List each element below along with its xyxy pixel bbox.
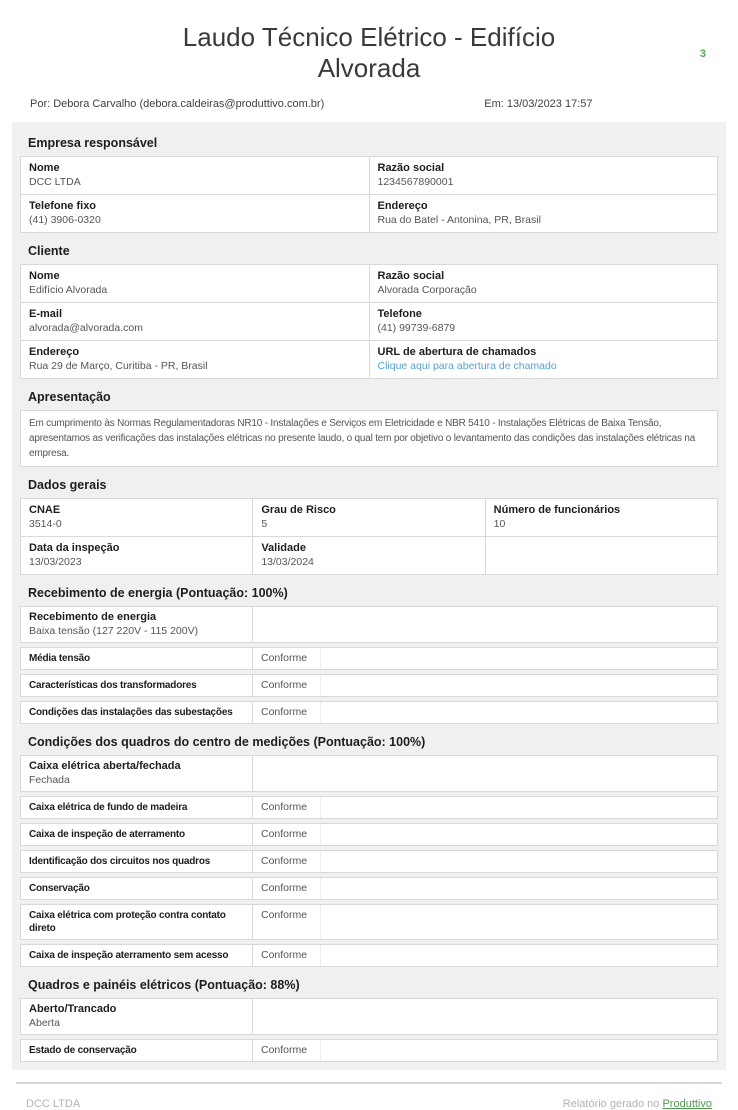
section-title: Condições dos quadros do centro de medições (Pontuação: 100%): [28, 735, 426, 750]
check-status: Conforme: [253, 824, 321, 845]
check-empty-cell: [321, 824, 717, 845]
field-grau-de-risco: [253, 499, 485, 537]
field-cliente-url-chamados: [370, 341, 719, 379]
field-value: 10: [493, 518, 506, 531]
check-caixa-fundo-madeira: [20, 796, 718, 819]
field-cnae: [21, 499, 253, 537]
field-label: Razão social: [377, 162, 445, 175]
field-label: Telefone: [377, 308, 422, 321]
check-status: Conforme: [253, 797, 321, 818]
check-estado-conservacao: [20, 1039, 718, 1062]
question-answer: Fechada: [29, 774, 70, 787]
field-value: DCC LTDA: [29, 176, 81, 189]
section-title: Empresa responsável: [28, 136, 158, 151]
question-cell: [21, 607, 253, 642]
check-status: Conforme: [253, 1040, 321, 1061]
section-dados-gerais: [20, 472, 718, 575]
field-empresa-razao-social: [370, 157, 719, 195]
check-status: Conforme: [253, 945, 321, 966]
question-answer: Aberta: [29, 1017, 60, 1030]
produttivo-link[interactable]: Produttivo: [662, 1098, 712, 1110]
check-status: Conforme: [253, 702, 321, 723]
check-conservacao: [20, 877, 718, 900]
check-label: Características dos transformadores: [21, 675, 253, 696]
field-label: Razão social: [377, 270, 445, 283]
field-empresa-nome: [21, 157, 370, 195]
field-cliente-email: [21, 303, 370, 341]
field-value: Edifício Alvorada: [29, 284, 108, 297]
check-status: Conforme: [253, 878, 321, 899]
field-empresa-telefone-fixo: [21, 195, 370, 233]
check-condicoes-subestacoes: [20, 701, 718, 724]
question-caixa-eletrica-aberta-fechada: [20, 755, 718, 792]
section-apresentacao: [20, 384, 718, 467]
check-label: Identificação dos circuitos nos quadros: [21, 851, 253, 872]
open-ticket-link[interactable]: Clique aqui para abertura de chamado: [377, 360, 557, 373]
check-empty-cell: [321, 945, 717, 966]
check-status: Conforme: [253, 648, 321, 669]
check-empty-cell: [321, 797, 717, 818]
section-title: Dados gerais: [28, 478, 107, 493]
field-label: Nome: [29, 270, 60, 283]
check-label: Conservação: [21, 878, 253, 899]
check-label: Estado de conservação: [21, 1040, 253, 1061]
section-cliente: [20, 238, 718, 379]
question-recebimento-energia: [20, 606, 718, 643]
check-identificacao-circuitos: [20, 850, 718, 873]
field-cliente-endereco: [21, 341, 370, 379]
question-empty-cell: [253, 607, 717, 642]
check-empty-cell: [321, 1040, 717, 1061]
check-label: Caixa elétrica de fundo de madeira: [21, 797, 253, 818]
apresentacao-text: Em cumprimento às Normas Regulamentadoras NR10 - Instalações e Serviços em Eletricidade e NBR 5410 - Instalações Elétricas de Baixa Tensão, apresentamos as verificações das instalações elétricas no presente laudo, o qual tem por objetivo o levantamento das condições das instalações elétricas na empresa.: [20, 410, 718, 467]
field-value: Rua 29 de Março, Curitiba - PR, Brasil: [29, 360, 208, 373]
check-status: Conforme: [253, 675, 321, 696]
check-label: Média tensão: [21, 648, 253, 669]
section-recebimento-energia: [20, 580, 718, 724]
field-numero-funcionarios: [486, 499, 718, 537]
field-label: Telefone fixo: [29, 200, 97, 213]
section-title: Quadros e painéis elétricos (Pontuação: 88%): [28, 978, 300, 993]
field-value: (41) 3906-0320: [29, 214, 101, 227]
dados-gerais-fields: [20, 498, 718, 575]
field-value: 3514-0: [29, 518, 62, 531]
report-author: Por: Debora Carvalho (debora.caldeiras@produttivo.com.br): [30, 98, 325, 111]
check-media-tensao: [20, 647, 718, 670]
field-value: (41) 99739-6879: [377, 322, 456, 335]
section-condicoes-quadros-medicoes: [20, 729, 718, 967]
question-answer: Baixa tensão (127 220V - 115 200V): [29, 625, 199, 638]
field-value: 13/03/2024: [261, 556, 314, 569]
field-label: Número de funcionários: [493, 504, 621, 517]
check-label: Condições das instalações das subestações: [21, 702, 253, 723]
field-value: 5: [261, 518, 268, 531]
report-meta: [0, 98, 738, 110]
question-aberto-trancado: [20, 998, 718, 1035]
check-empty-cell: [321, 905, 717, 939]
field-label: Validade: [261, 542, 306, 555]
field-label: Nome: [29, 162, 60, 175]
check-label: Caixa de inspeção de aterramento: [21, 824, 253, 845]
field-label: Endereço: [29, 346, 80, 359]
section-title: Apresentação: [28, 390, 111, 405]
report-page: [0, 22, 738, 1110]
field-label: Data da inspeção: [29, 542, 120, 555]
check-aterramento-sem-acesso: [20, 944, 718, 967]
question-label: Aberto/Trancado: [29, 1003, 117, 1016]
question-cell: [21, 756, 253, 791]
field-cliente-razao-social: [370, 265, 719, 303]
page-title: Laudo Técnico Elétrico - Edifício Alvorada: [182, 22, 556, 84]
check-empty-cell: [321, 878, 717, 899]
field-label: URL de abertura de chamados: [377, 346, 537, 359]
field-cliente-nome: [21, 265, 370, 303]
field-value: Alvorada Corporação: [377, 284, 477, 297]
check-empty-cell: [321, 851, 717, 872]
footer-generated-text: Relatório gerado no: [562, 1098, 663, 1110]
check-caixa-inspecao-aterramento: [20, 823, 718, 846]
empresa-fields: [20, 156, 718, 233]
page-number: 3: [699, 48, 706, 60]
check-status: Conforme: [253, 851, 321, 872]
report-datetime: Em: 13/03/2023 17:57: [484, 98, 593, 111]
field-label: Grau de Risco: [261, 504, 336, 517]
question-empty-cell: [253, 999, 717, 1034]
question-label: Recebimento de energia: [29, 611, 157, 624]
field-value: 1234567890001: [377, 176, 454, 189]
field-empresa-endereco: [370, 195, 719, 233]
check-empty-cell: [321, 675, 717, 696]
footer-company: DCC LTDA: [26, 1098, 81, 1110]
check-caracteristicas-transformadores: [20, 674, 718, 697]
field-value: alvorada@alvorada.com: [29, 322, 143, 335]
section-title: Recebimento de energia (Pontuação: 100%): [28, 586, 288, 601]
field-value: 13/03/2023: [29, 556, 82, 569]
field-label: E-mail: [29, 308, 63, 321]
section-quadros-paineis: [20, 972, 718, 1062]
field-value: Rua do Batel - Antonina, PR, Brasil: [377, 214, 541, 227]
section-empresa-responsavel: [20, 130, 718, 233]
cliente-fields: [20, 264, 718, 379]
check-label: Caixa elétrica com proteção contra contato direto: [21, 905, 253, 939]
check-empty-cell: [321, 648, 717, 669]
check-protecao-contato-direto: [20, 904, 718, 940]
question-empty-cell: [253, 756, 717, 791]
report-footer: [0, 1084, 738, 1110]
field-label: Endereço: [377, 200, 428, 213]
question-cell: [21, 999, 253, 1034]
field-cliente-telefone: [370, 303, 719, 341]
field-empty: [486, 537, 718, 575]
check-empty-cell: [321, 702, 717, 723]
report-body: [12, 122, 726, 1070]
field-validade: [253, 537, 485, 575]
footer-generated: [563, 1098, 712, 1110]
check-status: Conforme: [253, 905, 321, 939]
field-data-inspecao: [21, 537, 253, 575]
field-label: CNAE: [29, 504, 61, 517]
question-label: Caixa elétrica aberta/fechada: [29, 760, 181, 773]
check-label: Caixa de inspeção aterramento sem acesso: [21, 945, 253, 966]
section-title: Cliente: [28, 244, 70, 259]
